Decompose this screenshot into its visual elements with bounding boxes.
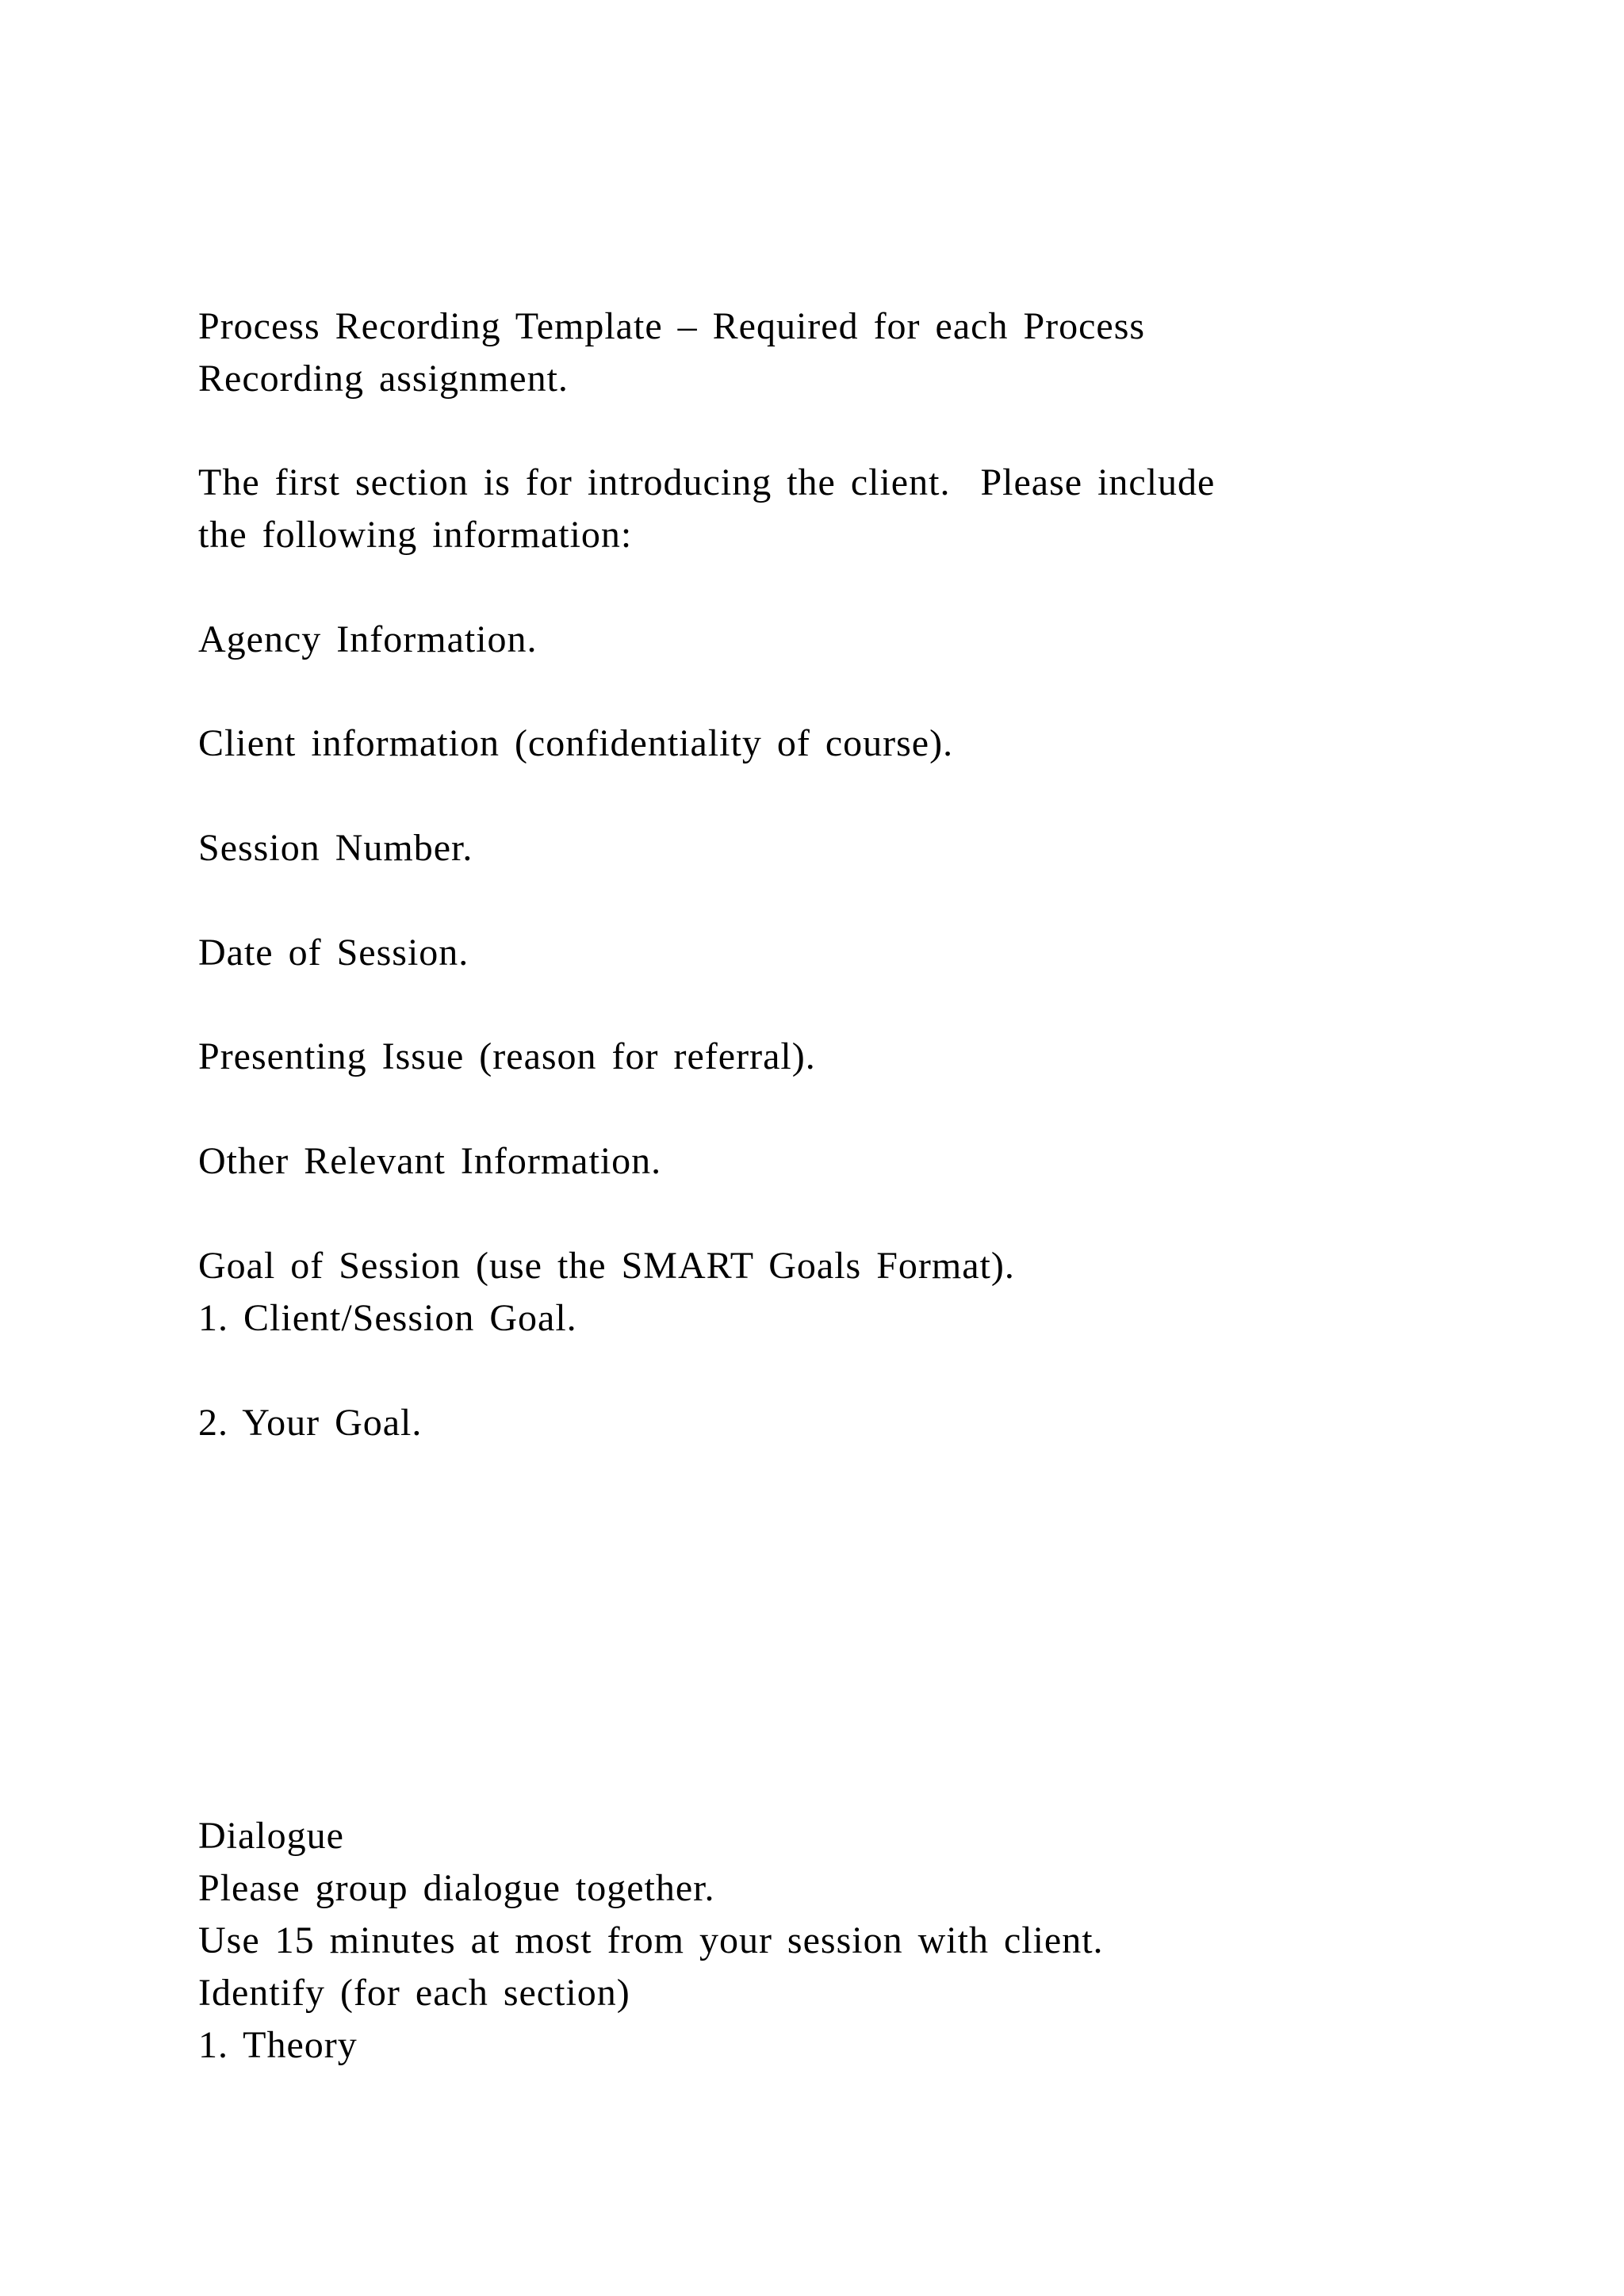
dialogue-line-2: Use 15 minutes at most from your session with client. xyxy=(198,1919,1104,1961)
dialogue-heading: Dialogue xyxy=(198,1815,344,1857)
goal-item-your-goal: 2. Your Goal. xyxy=(198,1402,423,1444)
intro-line-2: the following information: xyxy=(198,514,633,556)
title-line-2: Recording assignment. xyxy=(198,358,569,400)
dialogue-item-theory: 1. Theory xyxy=(198,2024,358,2066)
dialogue-line-1: Please group dialogue together. xyxy=(198,1867,715,1909)
session-date: Date of Session. xyxy=(198,932,469,974)
session-number: Session Number. xyxy=(198,827,473,869)
goals-heading: Goal of Session (use the SMART Goals Format). xyxy=(198,1245,1015,1287)
presenting-issue: Presenting Issue (reason for referral). xyxy=(198,1035,816,1077)
title-line-1: Process Recording Template – Required for each Process xyxy=(198,305,1146,347)
agency-information: Agency Information. xyxy=(198,618,538,660)
intro-line-1: The first section is for introducing the client. Please include xyxy=(198,461,1216,503)
dialogue-line-3: Identify (for each section) xyxy=(198,1972,630,2014)
goal-item-client-session: 1. Client/Session Goal. xyxy=(198,1297,577,1339)
other-relevant-information: Other Relevant Information. xyxy=(198,1140,662,1182)
client-information: Client information (confidentiality of course). xyxy=(198,722,954,764)
